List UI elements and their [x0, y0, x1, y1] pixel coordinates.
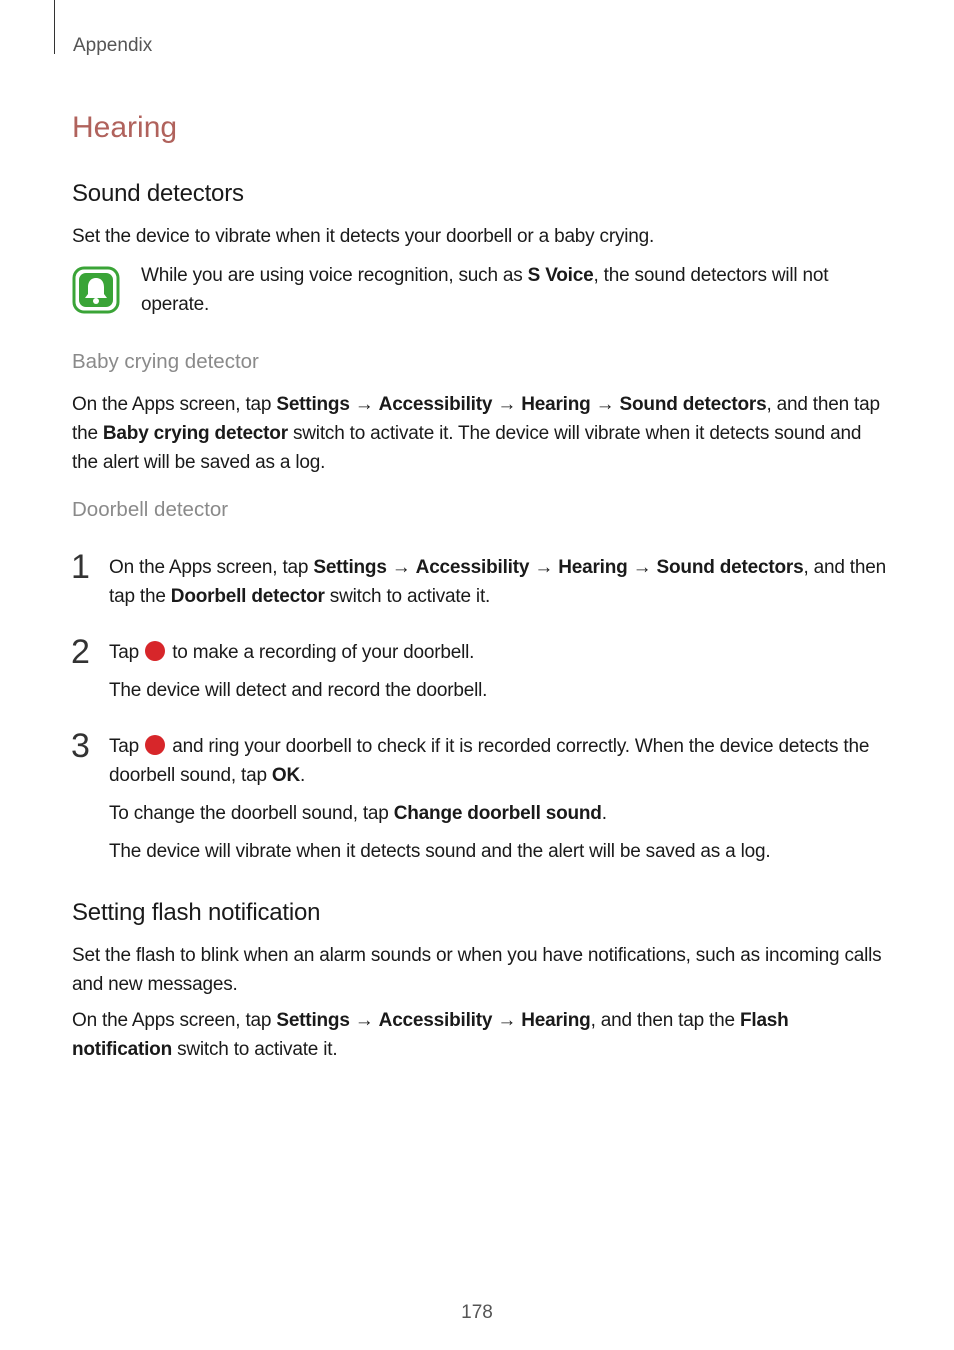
sound-detectors-intro: Set the device to vibrate when it detects your doorbell or a baby crying. — [72, 226, 655, 247]
margin-rule — [54, 0, 55, 54]
subheading-doorbell-detector: Doorbell detector — [72, 498, 229, 521]
step-number-1: 1 — [71, 548, 90, 586]
bell-note-icon — [72, 266, 120, 314]
record-icon — [145, 735, 165, 755]
record-icon — [145, 641, 165, 661]
subheading-baby-crying-detector: Baby crying detector — [72, 350, 259, 373]
section-heading-flash-notification: Setting flash notification — [72, 899, 321, 926]
section-heading-sound-detectors: Sound detectors — [72, 180, 244, 207]
doorbell-step-2-detail: The device will detect and record the doorbell. — [109, 680, 488, 701]
step-number-3: 3 — [71, 727, 90, 765]
doorbell-step-3-change-sound: To change the doorbell sound, tap Change doorbell sound. — [109, 803, 607, 824]
doorbell-step-2: Tap to make a recording of your doorbell. — [109, 642, 475, 663]
page-number: 178 — [461, 1302, 493, 1323]
doorbell-step-3: Tap and ring your doorbell to check if it is recorded correctly. When the device detects the doorbell sound, tap OK. — [109, 736, 870, 786]
running-head: Appendix — [73, 35, 153, 56]
flash-intro: Set the flash to blink when an alarm sounds or when you have notifications, such as incoming calls and new messages. — [72, 945, 882, 995]
page-title: Hearing — [72, 111, 178, 144]
step-number-2: 2 — [71, 633, 90, 671]
flash-instructions: On the Apps screen, tap Settings → Accessibility → Hearing, and then tap the Flash notification switch to activate it. — [72, 1010, 789, 1060]
voice-recognition-note: While you are using voice recognition, such as S Voice, the sound detectors will not operate. — [141, 265, 829, 315]
doorbell-step-3-detail: The device will vibrate when it detects sound and the alert will be saved as a log. — [109, 841, 771, 862]
doorbell-step-1: On the Apps screen, tap Settings → Accessibility → Hearing → Sound detectors, and then tap the Doorbell detector switch to activate it. — [109, 557, 886, 607]
baby-crying-instructions: On the Apps screen, tap Settings → Accessibility → Hearing → Sound detectors, and then tap the Baby crying detector switch to activate it. The device will vibrate when it detects sound and the alert will be saved as a log. — [72, 394, 880, 473]
